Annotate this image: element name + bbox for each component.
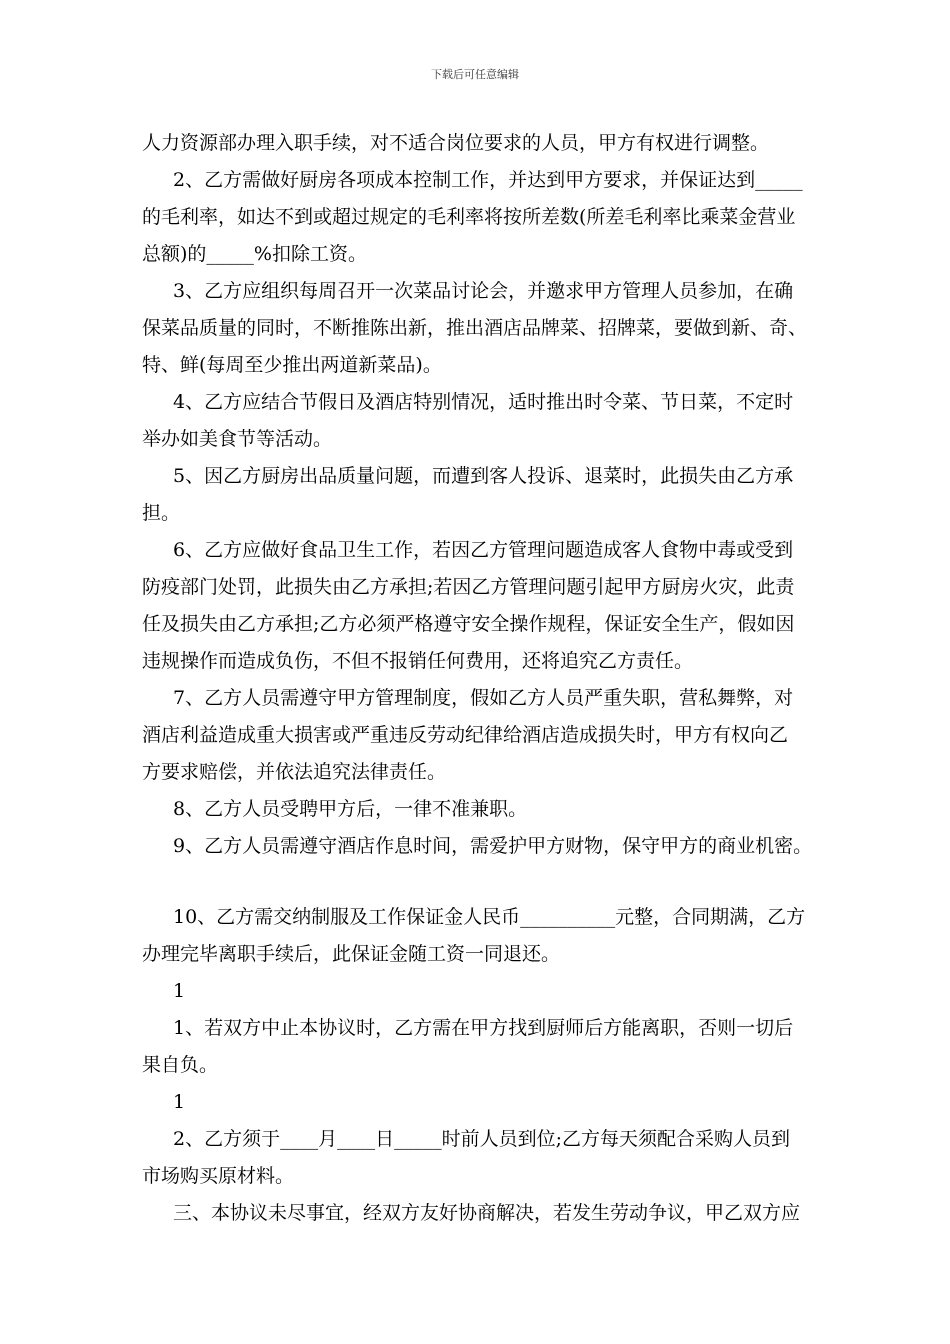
text-line: 市场购买原材料。 bbox=[142, 1165, 295, 1187]
text-line: 任及损失由乙方承担;乙方必须严格遵守安全操作规程，保证安全生产，假如因 bbox=[142, 613, 795, 635]
clause-3-line: 3、乙方应组织每周召开一次菜品讨论会，并邀求甲方管理人员参加，在确 bbox=[173, 280, 794, 302]
text-line: 举办如美食节等活动。 bbox=[142, 428, 333, 450]
text-line: 违规操作而造成负伤，不但不报销任何费用，还将追究乙方责任。 bbox=[142, 650, 694, 672]
termination-clause-2-line: 2、乙方须于____月____日_____时前人员到位;乙方每天须配合采购人员到 bbox=[173, 1128, 790, 1150]
clause-10-line: 10、乙方需交纳制服及工作保证金人民币__________元整，合同期满，乙方 bbox=[173, 906, 806, 928]
text-line: 的毛利率，如达不到或超过规定的毛利率将按所差数(所差毛利率比乘菜金营业 bbox=[142, 206, 796, 228]
termination-clause-1-line: 1、若双方中止本协议时，乙方需在甲方找到厨师后方能离职，否则一切后 bbox=[173, 1017, 794, 1039]
text-line: 保菜品质量的同时，不断推陈出新，推出酒店品牌菜、招牌菜，要做到新、奇、 bbox=[142, 317, 808, 339]
clause-6-line: 6、乙方应做好食品卫生工作，若因乙方管理问题造成客人食物中毒或受到 bbox=[173, 539, 794, 561]
paragraph-gap bbox=[142, 865, 832, 899]
text-line: 总额)的_____%扣除工资。 bbox=[142, 243, 367, 265]
page-number-marker: 1 bbox=[173, 980, 186, 1002]
text-line: 办理完毕离职手续后，此保证金随工资一同退还。 bbox=[142, 943, 561, 965]
page-number-marker: 1 bbox=[173, 1091, 186, 1113]
document-body bbox=[142, 125, 832, 1232]
clause-7-line: 7、乙方人员需遵守甲方管理制度，假如乙方人员严重失职，营私舞弊，对 bbox=[173, 687, 794, 709]
text-line: 方要求赔偿，并依法追究法律责任。 bbox=[142, 761, 447, 783]
text-line: 特、鲜(每周至少推出两道新菜品)。 bbox=[142, 354, 442, 376]
page-header: 下载后可任意编辑 bbox=[431, 68, 519, 81]
text-line: 人力资源部办理入职手续，对不适合岗位要求的人员，甲方有权进行调整。 bbox=[142, 132, 770, 154]
text-line: 担。 bbox=[142, 502, 181, 524]
text-line: 果自负。 bbox=[142, 1054, 219, 1076]
clause-8-line: 8、乙方人员受聘甲方后，一律不准兼职。 bbox=[173, 798, 528, 820]
text-line: 酒店利益造成重大损害或严重违反劳动纪律给酒店造成损失时，甲方有权向乙 bbox=[142, 724, 789, 746]
clause-9-line: 9、乙方人员需遵守酒店作息时间，需爱护甲方财物，保守甲方的商业机密。 bbox=[173, 835, 813, 857]
section-3-line: 三、本协议未尽事宜，经双方友好协商解决，若发生劳动争议，甲乙双方应 bbox=[173, 1202, 801, 1224]
clause-4-line: 4、乙方应结合节假日及酒店特别情况，适时推出时令菜、节日菜，不定时 bbox=[173, 391, 794, 413]
text-line: 防疫部门处罚，此损失由乙方承担;若因乙方管理问题引起甲方厨房火灾，此责 bbox=[142, 576, 795, 598]
clause-5-line: 5、因乙方厨房出品质量问题，而遭到客人投诉、退菜时，此损失由乙方承 bbox=[173, 465, 794, 487]
clause-2-line: 2、乙方需做好厨房各项成本控制工作，并达到甲方要求，并保证达到_____ bbox=[173, 169, 803, 191]
